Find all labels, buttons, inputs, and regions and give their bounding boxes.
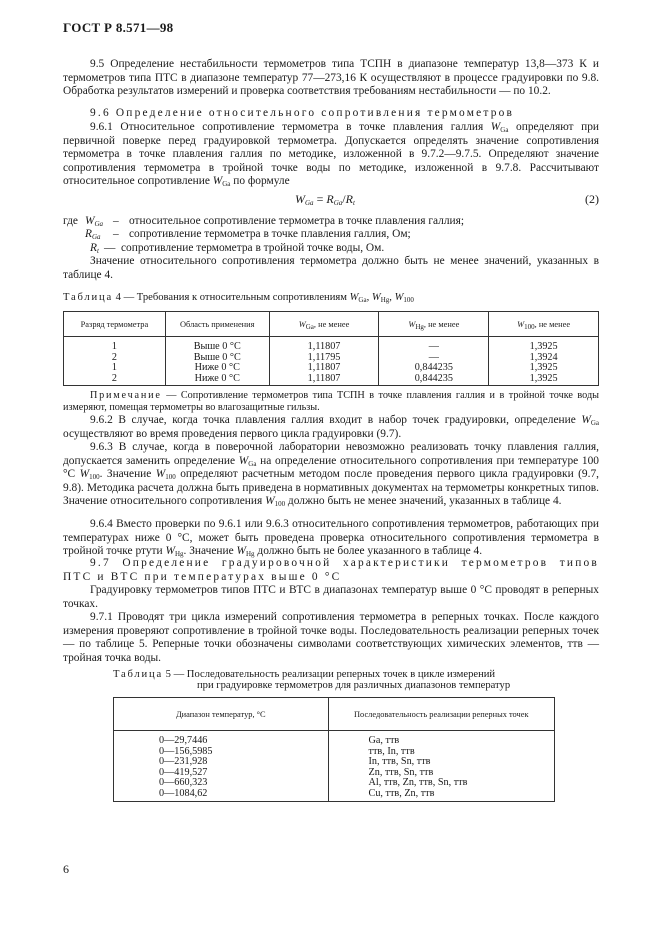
th-whg-sub: Hg <box>415 322 424 331</box>
where-dash-1: – <box>113 215 119 227</box>
table-row <box>64 374 599 386</box>
p963-b: на определение относительного сопротивления при температуре 100 °С <box>63 454 599 481</box>
paragraph-9-6-3 <box>63 441 599 509</box>
table-cell: 1,3924 <box>489 353 599 364</box>
p963-d: определяют расчетным методом после проведения первого цикла градуировки (9.7, 9.8). Методика расчета должна быть приведена в нормативных документах на термометры конкретных типов. Значение относительного сопротивления <box>63 468 599 508</box>
heading-9-7-text: 9.7 Определение градуировочной характеристики термометров типов ПТС и ВТС при температурах выше 0 °С <box>63 557 599 583</box>
p963-w4: W <box>265 495 275 508</box>
table4-header-grade: Разряд термометра <box>64 312 166 337</box>
p964-w2: W <box>236 545 246 558</box>
table4-header-whg <box>379 312 489 337</box>
formula-r2: R <box>345 192 353 206</box>
table-cell: 0—231,928 <box>114 757 329 768</box>
p964-c: должно быть не более указанного в таблице 4. <box>254 545 483 558</box>
table-cell: Zn, ттв, Sn, ттв <box>328 768 554 779</box>
where-row-2 <box>63 228 599 241</box>
table-cell: Ниже 0 °С <box>165 363 269 374</box>
table4-header-wga <box>269 312 379 337</box>
th-whg-sym: W <box>408 319 416 329</box>
heading-9-6-text: 9.6 Определение относительного сопротивления термометров <box>90 107 515 119</box>
table-cell: 0—156,5985 <box>114 747 329 758</box>
w-ga-symbol-2: W <box>212 175 223 188</box>
w-ga-sub-2: Ga <box>222 180 231 189</box>
th-whg-tail: , не менее <box>423 319 460 329</box>
paragraph-9-6-4 <box>63 518 599 559</box>
where-sym-1-sub: Ga <box>94 220 104 228</box>
cap-w2: W <box>371 292 381 303</box>
p961-b: определяют при первичной поверке перед градуировкой термометра. Допускается определять значение сопротивления термометра в точке плавления галлия по методике, изложенной в 9.7.2—9.7.5. Определяют значение сопротивления термометра в тройной точке воды по методике, изложенной в 9.7.8. Рассчитывают относительное сопротивление <box>63 121 599 188</box>
where-sym-1-letter: W <box>85 215 95 227</box>
page-number: 6 <box>63 862 69 876</box>
table-cell: 0—419,527 <box>114 768 329 779</box>
note-text: — Сопротивление термометров типа ТСПН в точке плавления галлия и в тройной точке воды измеряют, помещая термометры во влагозащитные гильзы. <box>63 390 599 414</box>
p963-w2-sub: 100 <box>89 473 100 482</box>
table5-header-row <box>114 698 555 731</box>
w-ga-sub: Ga <box>500 126 509 134</box>
heading-9-6 <box>63 107 599 121</box>
document-header: ГОСТ Р 8.571—98 <box>63 20 174 35</box>
table-cell: Cu, ттв, Zn, ттв <box>328 789 554 801</box>
table-cell: 1,3925 <box>489 337 599 353</box>
cap-w3-sub: 100 <box>403 296 414 304</box>
table5-caption <box>113 669 510 691</box>
table-5 <box>113 697 555 802</box>
th-w100-sub: 100 <box>524 322 535 331</box>
table-cell: Выше 0 °С <box>165 353 269 364</box>
where-sym-2-letter: R <box>85 228 92 241</box>
formula-slash: / <box>342 192 346 206</box>
table-cell: 1,11807 <box>269 374 379 386</box>
table-cell: In, ттв, Sn, ттв <box>328 757 554 768</box>
p963-a: 9.6.3 В случае, когда в поверочной лаборатории невозможно реализовать точку плавления галлия, допускается заменить определение <box>63 441 599 467</box>
p963-w3: W <box>155 468 166 481</box>
table-cell: 1 <box>64 337 166 353</box>
p963-w1-sub: Ga <box>248 459 257 468</box>
formula-r1-sub: Ga <box>333 199 343 207</box>
table-row <box>114 731 555 747</box>
table-cell: 1 <box>64 363 166 374</box>
table-cell: 1,3925 <box>489 374 599 386</box>
cap-w1: W <box>349 292 359 303</box>
th-wga-sub: Ga <box>305 322 314 331</box>
formula-r2-sub: t <box>352 199 355 207</box>
table4-note <box>63 390 599 415</box>
formula-lhs: W <box>295 192 305 206</box>
where-def-3: сопротивление термометра в тройной точке воды, Ом. <box>121 241 385 254</box>
th-w100-sym: W <box>517 319 525 329</box>
paragraph-9-6-1 <box>63 121 599 189</box>
p962-b: осуществляют во время проведения первого цикла градуировки (9.7). <box>63 427 402 440</box>
formula-expression <box>295 192 355 207</box>
th-wga-tail: , не менее <box>313 319 350 329</box>
formula-number: (2) <box>585 192 599 206</box>
p963-w2: W <box>79 468 90 481</box>
p962-w: W <box>581 414 591 426</box>
th-wga-sym: W <box>298 319 306 329</box>
w-ga-symbol: W <box>490 121 501 133</box>
th-w100-tail: , не менее <box>534 319 571 329</box>
table-cell: 1,11807 <box>269 363 379 374</box>
where-def-2: сопротивление термометра в точке плавления галлия, Ом; <box>129 228 411 241</box>
p962-a: 9.6.2 В случае, когда точка плавления галлия входит в набор точек градуировки, определение <box>90 414 582 426</box>
table-cell: Выше 0 °С <box>165 337 269 353</box>
table-cell: 0,844235 <box>379 374 489 386</box>
cap-w1-sub: Ga <box>358 296 367 304</box>
formula-eq: = <box>313 192 327 206</box>
p961-a: 9.6.1 Относительное сопротивление термометра в точке плавления галлия <box>90 121 491 133</box>
table5-caption-label: Таблица <box>113 669 163 680</box>
cap-comma-1: , <box>366 292 372 303</box>
table4-caption <box>63 292 414 303</box>
table5-caption-text1: 5 — Последовательность реализации реперных точек в цикле измерений <box>162 669 496 680</box>
table4-header-w100 <box>489 312 599 337</box>
table-4 <box>63 311 599 386</box>
formula-r1: R <box>326 192 334 206</box>
table-cell: 0—29,7446 <box>114 731 329 747</box>
where-sym-1 <box>85 215 103 228</box>
where-dash-3: — <box>104 241 116 254</box>
cap-w2-sub: Hg <box>380 296 390 304</box>
p963-w1: W <box>238 454 249 467</box>
p963-c: . Значение <box>99 468 156 481</box>
p964-a: 9.6.4 Вместо проверки по 9.6.1 или 9.6.3 относительного сопротивления термометров, работающих при температурах ниже 0 °С, может быть проведена проверка относительного сопротивления термометра в тройной точке ртути <box>63 518 599 558</box>
where-block <box>63 215 599 255</box>
where-sym-2-sub: Ga <box>91 233 101 242</box>
where-row-1 <box>63 215 599 228</box>
where-def-1: относительное сопротивление термометра в точке плавления галлия; <box>129 215 465 227</box>
cap-w3: W <box>394 292 404 303</box>
paragraph-9-5: 9.5 Определение нестабильности термометров типа ТСПН в диапазоне температур 13,8—373 К и термометров типа ПТС в диапазоне температур 77—273,16 К осуществляют в процессе градуировки по 9.8. Обработка результатов измерений и проверка соответствия требованиям нестабильности — по 10.2. <box>63 58 599 98</box>
table5-caption-line1 <box>113 669 510 680</box>
p962-w-sub: Ga <box>590 419 599 427</box>
table5-caption-line2: при градуировке термометров для различных диапазонов температур <box>197 680 511 691</box>
table-cell: — <box>379 337 489 353</box>
p963-w3-sub: 100 <box>165 473 176 482</box>
table-cell: 0,844235 <box>379 363 489 374</box>
table5-header-sequence: Последовательность реализации реперных точек <box>328 698 554 731</box>
table-cell: — <box>379 353 489 364</box>
paragraph-grad: Градуировку термометров типов ПТС и ВТС в диапазонах температур выше 0 °С проводят в реперных точках. <box>63 584 599 610</box>
table-cell: 1,11795 <box>269 353 379 364</box>
table-cell: 0—1084,62 <box>114 789 329 801</box>
p963-w4-sub: 100 <box>274 500 286 509</box>
where-sym-3-letter: R <box>90 241 97 254</box>
table-cell: Al, ттв, Zn, ттв, Sn, ттв <box>328 778 554 789</box>
table-cell: 2 <box>64 374 166 386</box>
p963-e: должно быть не менее значений, указанных в таблице 4. <box>285 495 562 508</box>
table-cell: ттв, In, ттв <box>328 747 554 758</box>
table-cell: Ниже 0 °С <box>165 374 269 386</box>
table4-caption-label: Таблица <box>63 292 113 303</box>
table-cell: 2 <box>64 353 166 364</box>
table4-header-area: Область применения <box>165 312 269 337</box>
note-label: Примечание <box>90 390 162 401</box>
p961-c: по формуле <box>230 175 290 188</box>
paragraph-9-6-2 <box>63 414 599 441</box>
table-cell: Ga, ттв <box>328 731 554 747</box>
where-sym-3 <box>90 242 99 255</box>
where-sym-3-sub: t <box>96 246 99 255</box>
table4-caption-text: 4 — Требования к относительным сопротивлениям <box>112 292 350 303</box>
heading-9-7 <box>63 557 599 584</box>
p964-w1: W <box>165 545 175 558</box>
where-dash-2: – <box>113 228 119 241</box>
table5-header-range: Диапазон температур, °С <box>114 698 329 731</box>
table-row <box>114 789 555 801</box>
p964-w2-sub: Hg <box>245 550 255 559</box>
table-cell: 0—660,323 <box>114 778 329 789</box>
where-row-3 <box>63 242 599 255</box>
where-sym-2 <box>85 228 101 241</box>
p964-w1-sub: Hg <box>174 550 184 559</box>
table-row <box>64 337 599 353</box>
where-lead: где <box>63 215 78 227</box>
table-cell: 1,11807 <box>269 337 379 353</box>
cap-comma-2: , <box>389 292 395 303</box>
paragraph-9-7-1: 9.7.1 Проводят три цикла измерений сопротивления термометра в реперных точках. После каждого измерения проверяют сопротивление в тройной точке воды. Последовательность реализации реперных точек — по таблице 5. Реперные точки обозначены символами соответствующих химических элементов, ттв — тройная точка воды. <box>63 611 599 664</box>
formula-lhs-sub: Ga <box>305 199 314 207</box>
table-cell: 1,3925 <box>489 363 599 374</box>
p964-b: . Значение <box>183 545 237 558</box>
table4-header-row <box>64 312 599 337</box>
paragraph-value: Значение относительного сопротивления термометра должно быть не менее значений, указанных в таблице 4. <box>63 255 599 281</box>
